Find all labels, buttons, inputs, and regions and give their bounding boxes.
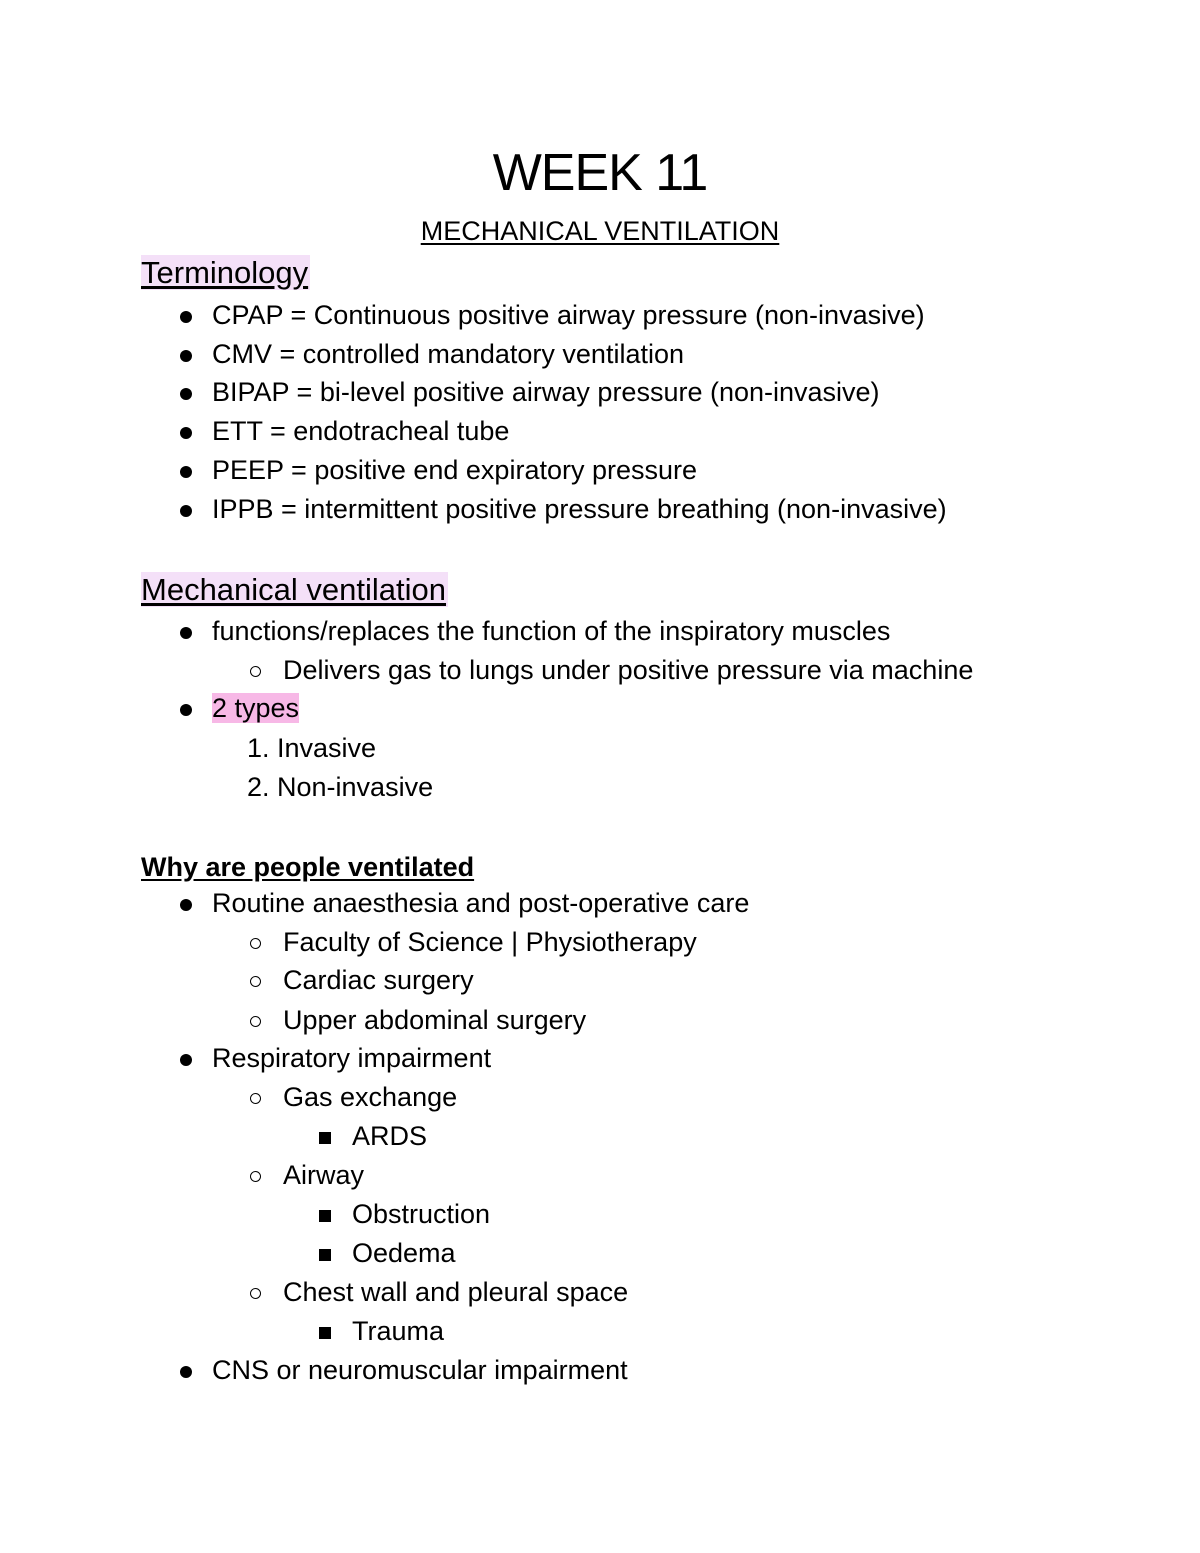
list-item: Chest wall and pleural space <box>283 1275 628 1309</box>
circle-bullet-icon <box>250 1171 261 1182</box>
list-item: ARDS <box>352 1119 427 1153</box>
numbered-item: 1. Invasive <box>247 733 377 763</box>
bullet-icon <box>180 388 192 400</box>
bullet-icon <box>180 427 192 439</box>
bullet-icon <box>180 1054 192 1066</box>
circle-bullet-icon <box>250 1288 261 1299</box>
bullet-icon <box>180 704 192 716</box>
list-item: Respiratory impairment <box>212 1041 491 1075</box>
list-item: CMV = controlled mandatory ventilation <box>212 337 684 371</box>
list-item: functions/replaces the function of the inspiratory muscles <box>212 614 890 648</box>
page-title: WEEK 11 <box>492 144 708 202</box>
bullet-icon <box>180 505 192 517</box>
list-item: Airway <box>283 1158 364 1192</box>
bullet-icon <box>180 350 192 362</box>
circle-bullet-icon <box>250 1093 261 1104</box>
bullet-icon <box>180 311 192 323</box>
heading-terminology: Terminology <box>141 255 309 290</box>
list-item: CNS or neuromuscular impairment <box>212 1353 628 1387</box>
square-bullet-icon <box>319 1210 331 1222</box>
list-item: ETT = endotracheal tube <box>212 414 509 448</box>
bullet-icon <box>180 1366 192 1378</box>
circle-bullet-icon <box>250 666 261 677</box>
heading-mechanical-ventilation: Mechanical ventilation <box>141 572 447 607</box>
list-item: Cardiac surgery <box>283 963 474 997</box>
list-item: Gas exchange <box>283 1080 457 1114</box>
list-item: PEEP = positive end expiratory pressure <box>212 453 697 487</box>
bullet-icon <box>180 466 192 478</box>
square-bullet-icon <box>319 1327 331 1339</box>
list-item: CPAP = Continuous positive airway pressure (non-invasive) <box>212 298 925 332</box>
list-item: Trauma <box>352 1314 444 1348</box>
list-item: Faculty of Science | Physiotherapy <box>283 925 697 959</box>
bullet-icon <box>180 627 192 639</box>
bullet-icon <box>180 899 192 911</box>
circle-bullet-icon <box>250 938 261 949</box>
square-bullet-icon <box>319 1132 331 1144</box>
numbered-item: 2. Non-invasive <box>247 772 434 802</box>
list-item: Upper abdominal surgery <box>283 1003 586 1037</box>
list-item: Routine anaesthesia and post-operative care <box>212 886 749 920</box>
circle-bullet-icon <box>250 1016 261 1027</box>
list-item: Delivers gas to lungs under positive pressure via machine <box>283 653 973 687</box>
list-item: BIPAP = bi-level positive airway pressure (non-invasive) <box>212 375 880 409</box>
list-item: Oedema <box>352 1236 456 1270</box>
list-item: IPPB = intermittent positive pressure breathing (non-invasive) <box>212 492 947 526</box>
list-item: Obstruction <box>352 1197 490 1231</box>
page-subtitle: MECHANICAL VENTILATION <box>420 216 780 246</box>
square-bullet-icon <box>319 1249 331 1261</box>
list-item: 2 types <box>212 691 299 725</box>
heading-why-ventilated: Why are people ventilated <box>141 852 475 882</box>
circle-bullet-icon <box>250 976 261 987</box>
